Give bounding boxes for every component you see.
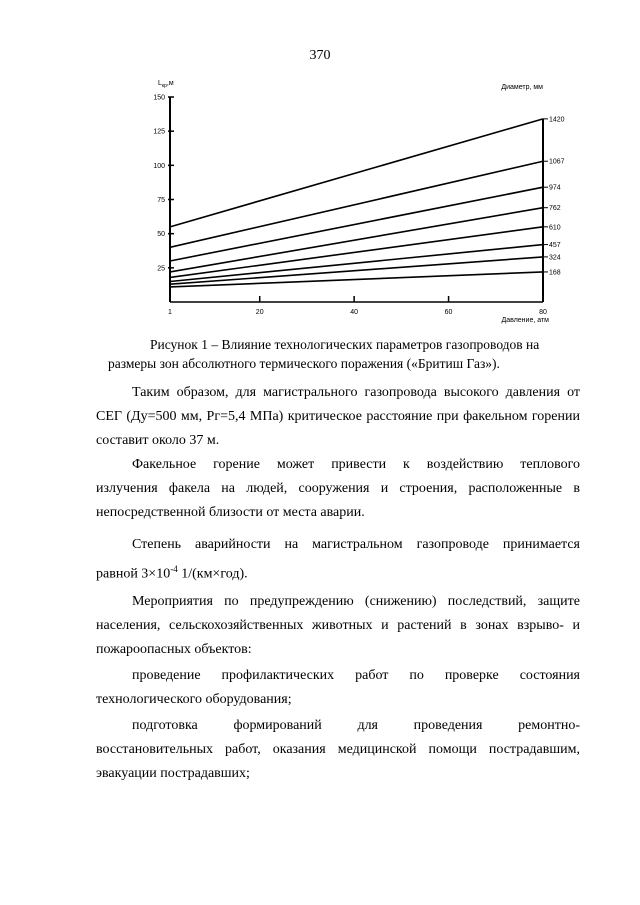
paragraph-line: Мероприятия по предупреждению (снижению) последствий, защите [132, 594, 580, 609]
series-label-974: 974 [549, 184, 561, 192]
paragraph-line: подготовка формирований для проведения ремонтно- [132, 718, 580, 733]
paragraph-line: Таким образом, для магистрального газопровода высокого давления от [132, 385, 580, 400]
paragraph-text [96, 557, 580, 587]
x-tick-label: 60 [444, 309, 453, 316]
y-tick-label: 50 [157, 231, 165, 239]
list-item-preparation [96, 714, 580, 786]
x-tick-label: 40 [350, 309, 359, 316]
y-axis-label: $L_{кр},м$ [158, 80, 174, 89]
figure-caption [108, 335, 588, 373]
paragraph-text: излучения факела на людей, сооружения и строения, расположенные в непосредственной близости от места аварии. [96, 481, 580, 520]
paragraph-text: населения, сельскохозяйственных животных и растений в зонах взрыво- и пожароопасных объектов: [96, 618, 580, 657]
series-label-1067: 1067 [549, 158, 565, 166]
caption-line-1: Рисунок 1 – Влияние технологических параметров газопроводов на [150, 337, 540, 352]
x-tick-label: 80 [539, 309, 547, 316]
series-line-1420 [170, 119, 543, 227]
paragraph-accident-rate [96, 533, 580, 587]
chart-series-lines [170, 119, 543, 287]
page-number: 370 [309, 48, 331, 63]
series-label-457: 457 [549, 242, 561, 250]
series-label-168: 168 [549, 269, 561, 277]
paragraph-text: технологического оборудования; [96, 692, 292, 707]
y-tick-label: 25 [157, 265, 165, 273]
paragraph-measures [96, 590, 580, 662]
figure-chart [140, 70, 580, 332]
x-axis-label: Давление, атм [501, 317, 549, 324]
paragraph-line: Степень аварийности на магистральном газопроводе принимается [132, 537, 580, 552]
y-tick-label: 125 [153, 128, 165, 136]
x-tick-label: 20 [255, 309, 264, 316]
list-item-maintenance [96, 664, 580, 712]
series-label-1420: 1420 [549, 116, 565, 124]
paragraph-line: проведение профилактических работ по проверке состояния [132, 668, 580, 683]
series-label-762: 762 [549, 205, 561, 213]
series-label-610: 610 [549, 224, 561, 232]
paragraph-critical-distance [96, 381, 580, 453]
rate-exponent: -4 [170, 564, 178, 574]
paragraph-flare-burning [96, 453, 580, 525]
y-tick-label: 150 [153, 94, 165, 102]
y-tick-label: 75 [157, 197, 165, 204]
caption-line-2: размеры зон абсолютного термического поражения («Бритиш Газ»). [108, 356, 500, 371]
y-tick-label: 100 [153, 162, 165, 170]
paragraph-text: СЕГ (Ду=500 мм, Рг=5,4 МПа) критическое расстояние при факельном горении составит около 37 м. [96, 409, 580, 448]
paragraph-line: Факельное горение может привести к воздействию теплового [132, 457, 580, 472]
series-label-324: 324 [549, 254, 561, 262]
rate-value: равной 3×10 [96, 566, 171, 582]
rate-unit: 1/(км×год). [177, 566, 248, 582]
x-tick-label: 1 [168, 309, 172, 316]
y-axis-label-unit: ,м [166, 80, 174, 87]
legend-title: Диаметр, мм [501, 84, 543, 91]
paragraph-text: восстановительных работ, оказания медицинской помощи пострадавшим, эвакуации пострадавших; [96, 742, 580, 781]
y-axis-label-subscript: кр [161, 83, 167, 89]
chart-labels [153, 80, 564, 324]
